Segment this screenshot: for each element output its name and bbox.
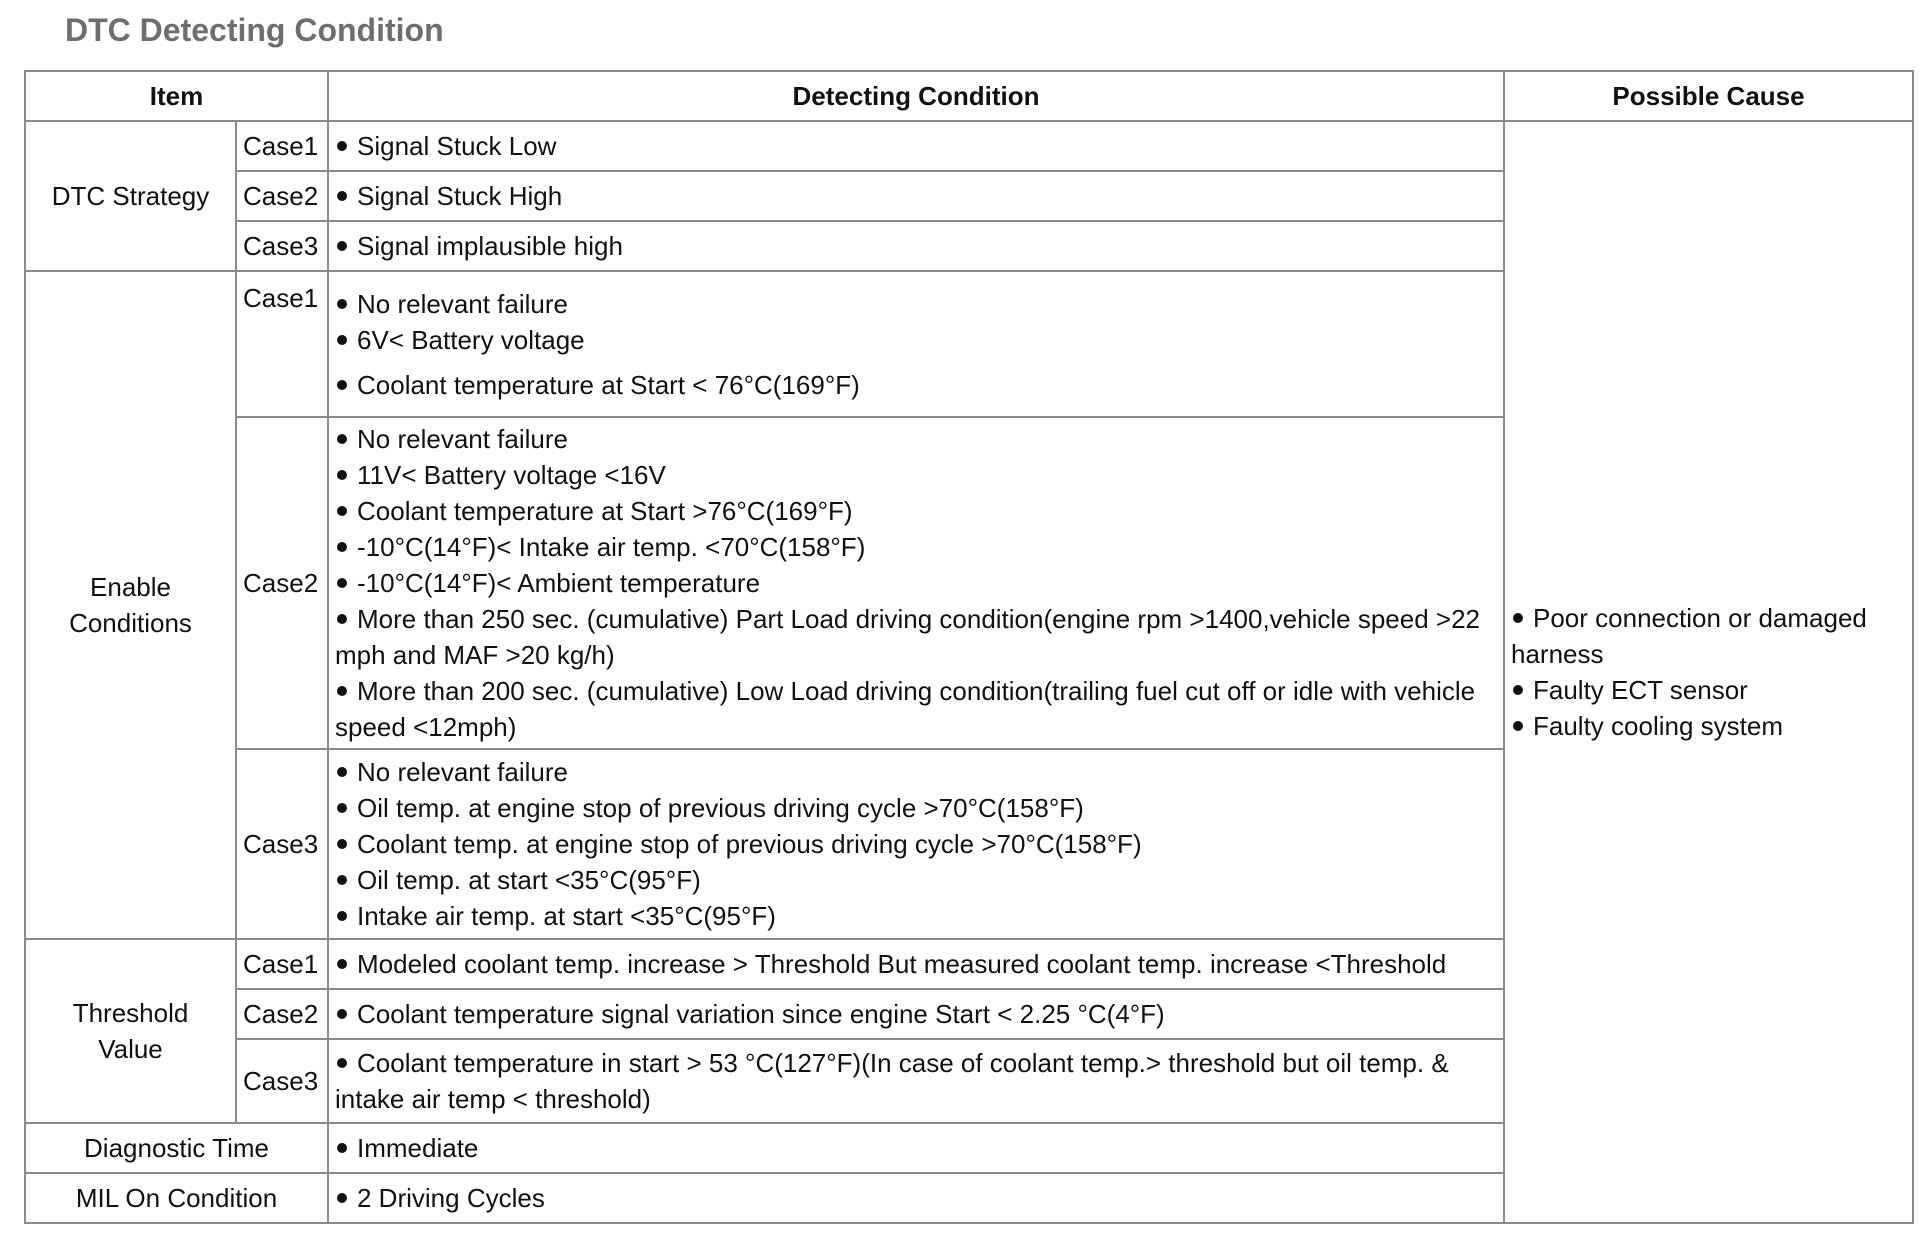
bullet-icon — [337, 686, 347, 696]
condition-item: Intake air temp. at start <35°C(95°F) — [335, 898, 1497, 934]
condition-item: -10°C(14°F)< Intake air temp. <70°C(158°F) — [335, 529, 1497, 565]
condition-cell — [328, 221, 1504, 271]
header-detecting-condition: Detecting Condition — [328, 71, 1504, 121]
bullet-icon — [337, 1143, 347, 1153]
condition-item: Signal implausible high — [335, 228, 1497, 264]
condition-item: Oil temp. at engine stop of previous driving cycle >70°C(158°F) — [335, 790, 1497, 826]
condition-item: Signal Stuck High — [335, 178, 1497, 214]
item-diagnostic-time: Diagnostic Time — [25, 1123, 328, 1173]
bullet-icon — [337, 839, 347, 849]
case-label: Case3 — [236, 221, 328, 271]
item-mil-on-condition: MIL On Condition — [25, 1173, 328, 1223]
bullet-icon — [337, 803, 347, 813]
bullet-icon — [337, 911, 347, 921]
condition-item: More than 200 sec. (cumulative) Low Load driving condition(trailing fuel cut off or idle with vehicle speed <12mph) — [335, 676, 1476, 742]
page-title: DTC Detecting Condition — [65, 12, 444, 48]
header-possible-cause: Possible Cause — [1504, 71, 1913, 121]
case-label: Case2 — [236, 171, 328, 221]
bullet-icon — [1513, 613, 1523, 623]
bullet-icon — [337, 1009, 347, 1019]
condition-cell — [328, 171, 1504, 221]
condition-item: No relevant failure — [335, 286, 1497, 322]
bullet-icon — [337, 506, 347, 516]
item-threshold-value: Threshold Value — [25, 939, 236, 1123]
condition-cell — [328, 989, 1504, 1039]
condition-item: Coolant temp. at engine stop of previous driving cycle >70°C(158°F) — [335, 826, 1497, 862]
case-label: Case1 — [236, 939, 328, 989]
condition-item: No relevant failure — [335, 754, 1497, 790]
possible-cause-cell — [1504, 121, 1913, 1223]
condition-item: Immediate — [335, 1130, 1497, 1166]
condition-item: Oil temp. at start <35°C(95°F) — [335, 862, 1497, 898]
item-enable-conditions: Enable Conditions — [25, 271, 236, 939]
bullet-icon — [337, 191, 347, 201]
bullet-icon — [337, 470, 347, 480]
condition-item: Coolant temperature at Start >76°C(169°F) — [335, 493, 1497, 529]
condition-cell — [328, 1123, 1504, 1173]
item-dtc-strategy: DTC Strategy — [25, 121, 236, 271]
condition-item: -10°C(14°F)< Ambient temperature — [335, 565, 1497, 601]
condition-item: Coolant temperature at Start < 76°C(169°F) — [335, 367, 1497, 403]
condition-item: 6V< Battery voltage — [335, 322, 1497, 358]
cause-item: Poor connection or damaged harness — [1511, 603, 1867, 669]
cause-item: Faulty ECT sensor — [1511, 672, 1906, 708]
case-label: Case3 — [236, 749, 328, 939]
condition-cell — [328, 939, 1504, 989]
bullet-icon — [1513, 721, 1523, 731]
bullet-icon — [337, 767, 347, 777]
cause-item: Faulty cooling system — [1511, 708, 1906, 744]
condition-item: 11V< Battery voltage <16V — [335, 457, 1497, 493]
bullet-icon — [337, 299, 347, 309]
bullet-icon — [337, 875, 347, 885]
condition-item: 2 Driving Cycles — [335, 1180, 1497, 1216]
bullet-icon — [337, 335, 347, 345]
bullet-icon — [337, 241, 347, 251]
table-row — [25, 121, 1913, 171]
case-label: Case1 — [236, 271, 328, 417]
bullet-icon — [337, 141, 347, 151]
condition-item: No relevant failure — [335, 421, 1497, 457]
condition-cell — [328, 121, 1504, 171]
condition-cell — [328, 1173, 1504, 1223]
bullet-icon — [337, 1193, 347, 1203]
case-label: Case2 — [236, 417, 328, 749]
condition-cell — [328, 271, 1504, 417]
condition-item: Modeled coolant temp. increase > Threshold But measured coolant temp. increase <Threshold — [335, 946, 1497, 982]
header-item: Item — [25, 71, 328, 121]
bullet-icon — [1513, 685, 1523, 695]
condition-item: Signal Stuck Low — [335, 128, 1497, 164]
bullet-icon — [337, 614, 347, 624]
condition-item: Coolant temperature signal variation since engine Start < 2.25 °C(4°F) — [335, 996, 1497, 1032]
condition-item: More than 250 sec. (cumulative) Part Load driving condition(engine rpm >1400,vehicle speed >22 mph and MAF >20 kg/h) — [335, 604, 1481, 670]
bullet-icon — [337, 434, 347, 444]
bullet-icon — [337, 578, 347, 588]
dtc-condition-table — [24, 70, 1914, 1224]
case-label: Case3 — [236, 1039, 328, 1123]
case-label: Case2 — [236, 989, 328, 1039]
condition-cell — [328, 749, 1504, 939]
condition-item: Coolant temperature in start > 53 °C(127°F)(In case of coolant temp.> threshold but oil temp. & intake air temp < threshold) — [335, 1048, 1449, 1114]
bullet-icon — [337, 380, 347, 390]
condition-cell — [328, 417, 1504, 749]
bullet-icon — [337, 1058, 347, 1068]
condition-cell — [328, 1039, 1504, 1123]
bullet-icon — [337, 959, 347, 969]
case-label: Case1 — [236, 121, 328, 171]
bullet-icon — [337, 542, 347, 552]
